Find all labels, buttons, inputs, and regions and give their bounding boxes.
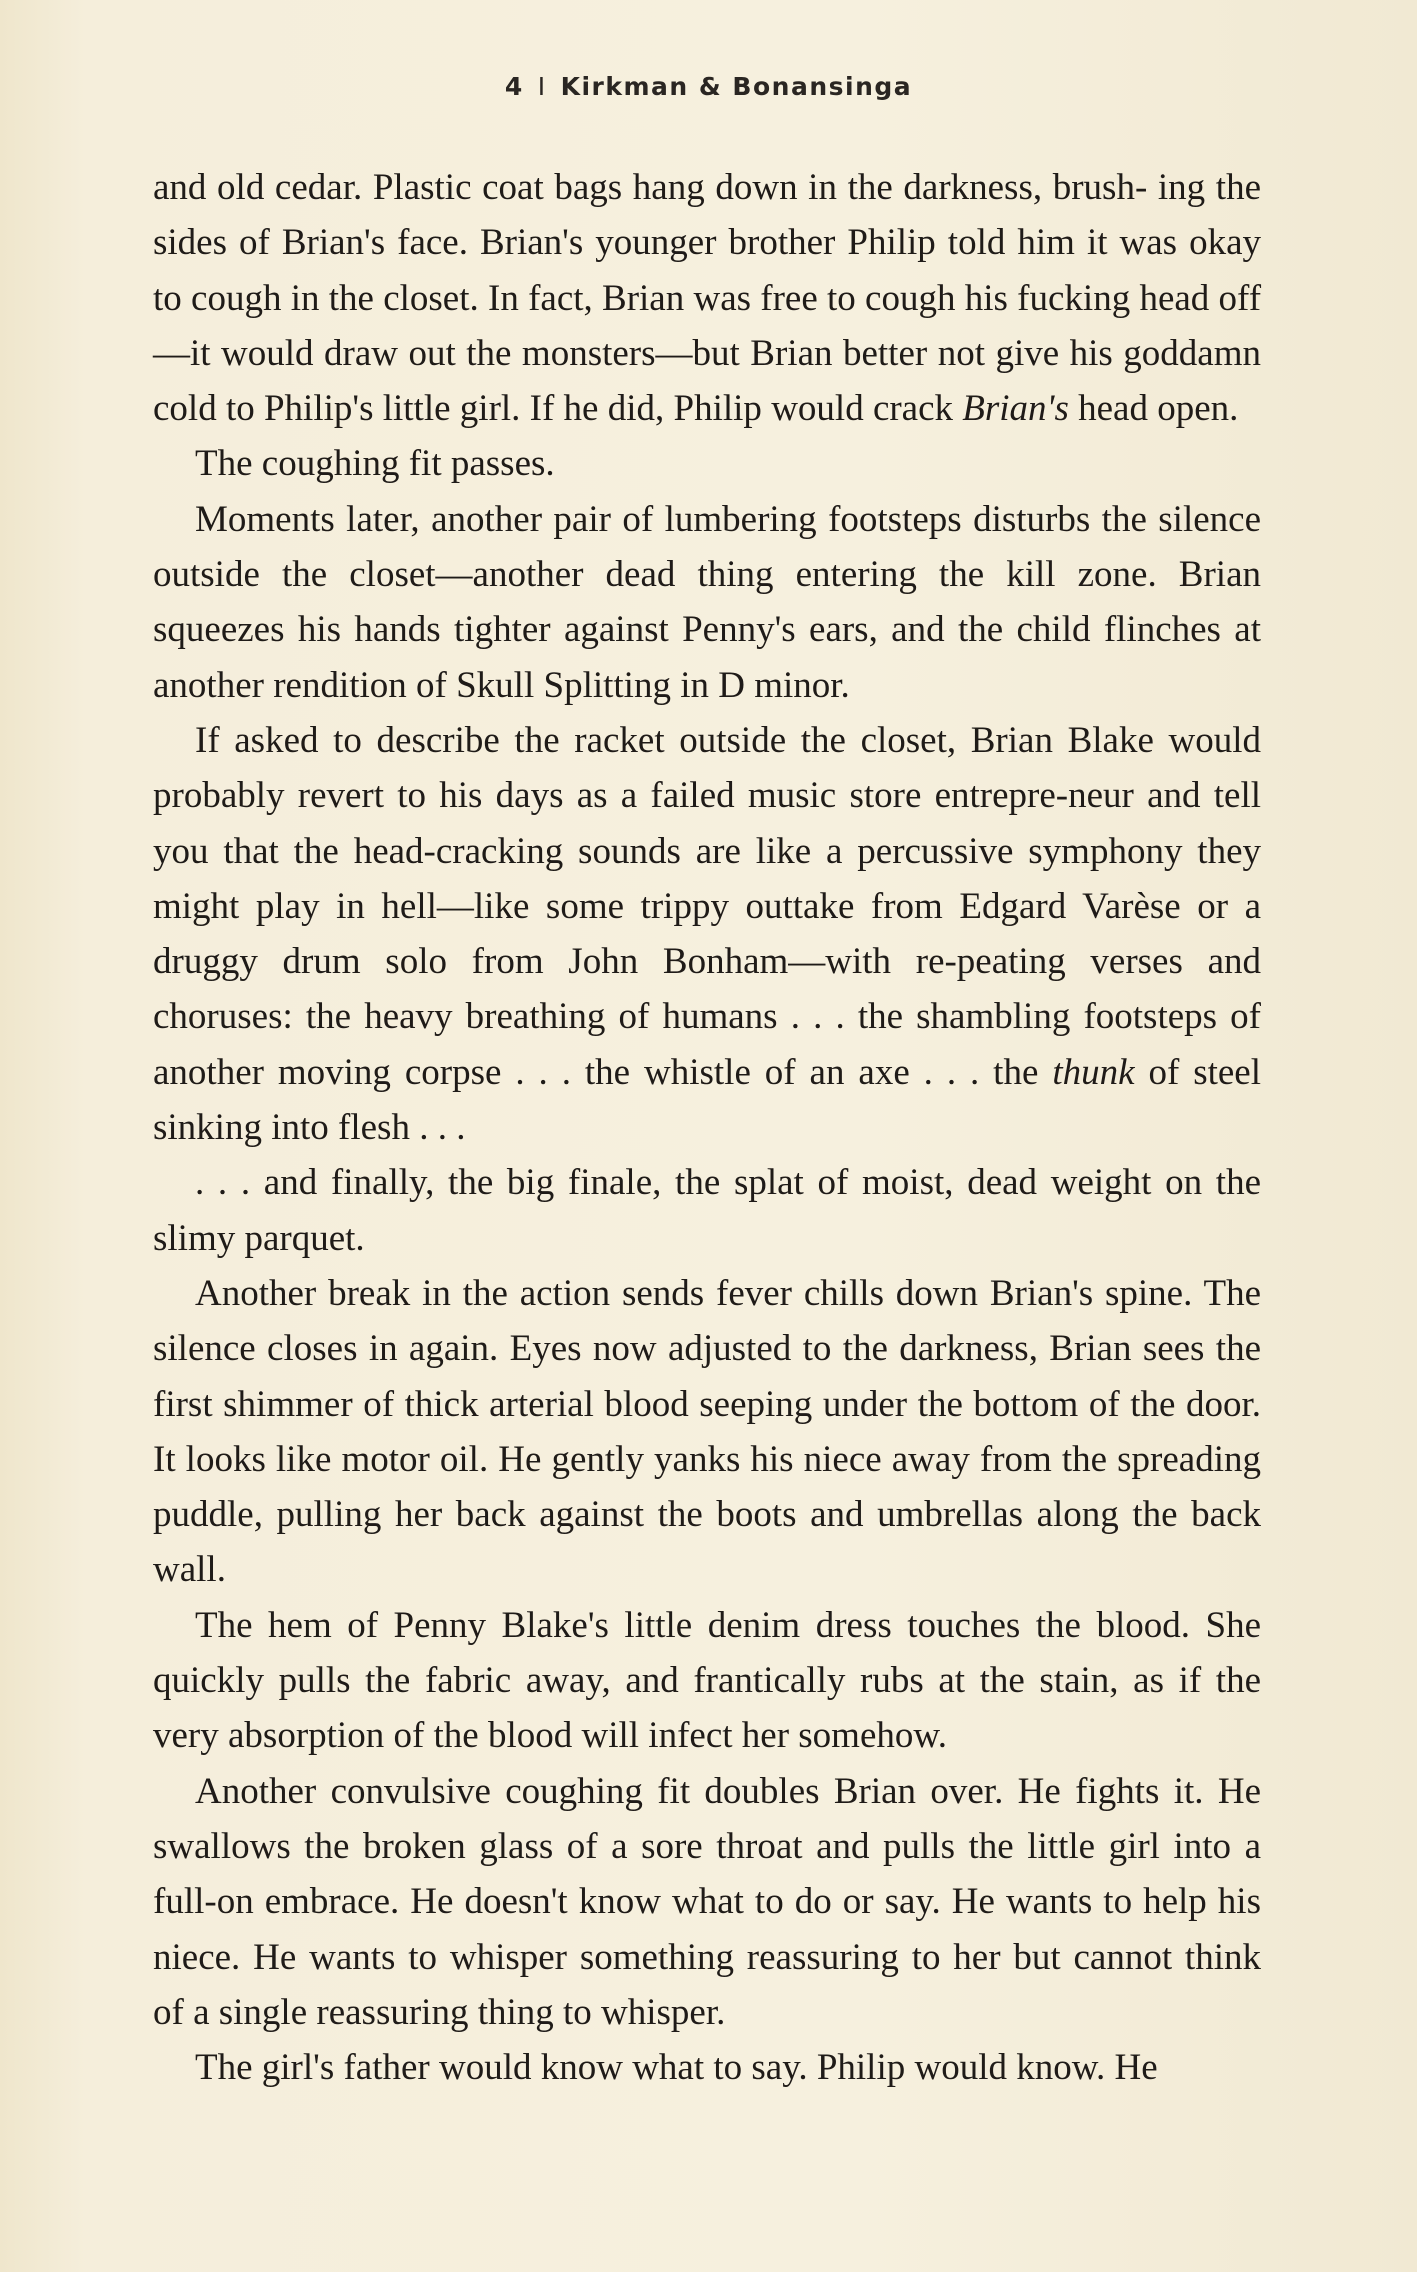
header-separator: I xyxy=(537,72,547,101)
paragraph-9: The girl's father would know what to say. Philip would know. He xyxy=(195,2047,1158,2089)
running-head xyxy=(0,72,1417,101)
paragraph-8: Another convulsive coughing fit doubles Brian over. He fights it. He swallows the broken glass of a sore throat and pulls the little girl into a full-on embrace. He doesn't know what to do or say. He wants to help his niece. He wants to whisper something reassuring to her but cannot think of a single reassuring thing to whisper. xyxy=(153,1770,1261,2033)
text-line: better not give his goddamn cold to Philip's little girl. If he did, Philip xyxy=(153,332,1262,430)
paragraph-4 xyxy=(153,713,1261,1155)
author-names: Kirkman & Bonansinga xyxy=(560,72,913,101)
paragraph-7: The hem of Penny Blake's little denim dress touches the blood. She quickly pulls the fabric away, and frantically rubs at the stain, as if the very absorption of the blood will infect her somehow. xyxy=(153,1604,1261,1757)
text-line: his fucking head off—it would draw out the monsters—but Brian xyxy=(153,277,1262,374)
paragraph-5: . . . and finally, the big finale, the splat of moist, dead weight on the slimy parquet. xyxy=(153,1162,1261,1259)
italic-text: Brian's xyxy=(962,388,1069,430)
text-line: would crack xyxy=(771,388,963,430)
text-line: and old cedar. Plastic coat bags hang down in the darkness, brush- xyxy=(153,167,1148,208)
text-line: head open. xyxy=(1068,388,1239,430)
paragraph-3: Moments later, another pair of lumbering footsteps disturbs the silence outside the closet—another dead thing entering the kill zone. Brian squeezes his hands tighter against Penny's ears, and the child flinches at another rendition of Skull Splitting in D minor. xyxy=(153,498,1261,706)
paragraph-1 xyxy=(153,160,1261,436)
paragraph-text: of steel sinking into flesh . . . xyxy=(153,1051,1262,1149)
paragraph-2: The coughing fit passes. xyxy=(195,443,555,485)
paragraph-6: Another break in the action sends fever chills down Brian's spine. The silence closes in again. Eyes now adjusted to the darkness, Brian sees the first shimmer of thick arterial blood seeping under the bottom of the door. It looks like motor oil. He gently yanks his niece away from the spreading puddle, pulling her back against the boots and umbrellas along the back wall. xyxy=(153,1272,1261,1591)
text-line: ing the sides of Brian's face. Brian's younger brother Philip told him xyxy=(153,167,1262,264)
body-text xyxy=(153,160,1261,2095)
paragraph-text: If asked to describe the racket outside the closet, Brian Blake would probably revert to his days as a failed music store entrepre-neur and tell you that the head-cracking sounds are like a percussive symphony they might play in hell—like some trippy outtake from Edgard Varèse or a druggy drum solo from John Bonham—with re-peating verses and choruses: the heavy breathing of humans . . . the shambling footsteps of another moving corpse . . . the whistle of an axe . . . the xyxy=(153,719,1261,1093)
page-number: 4 xyxy=(504,72,524,101)
text-line: it was okay to cough in the closet. In fact, Brian was free to cough xyxy=(153,222,1261,319)
italic-text: thunk xyxy=(1052,1051,1135,1093)
